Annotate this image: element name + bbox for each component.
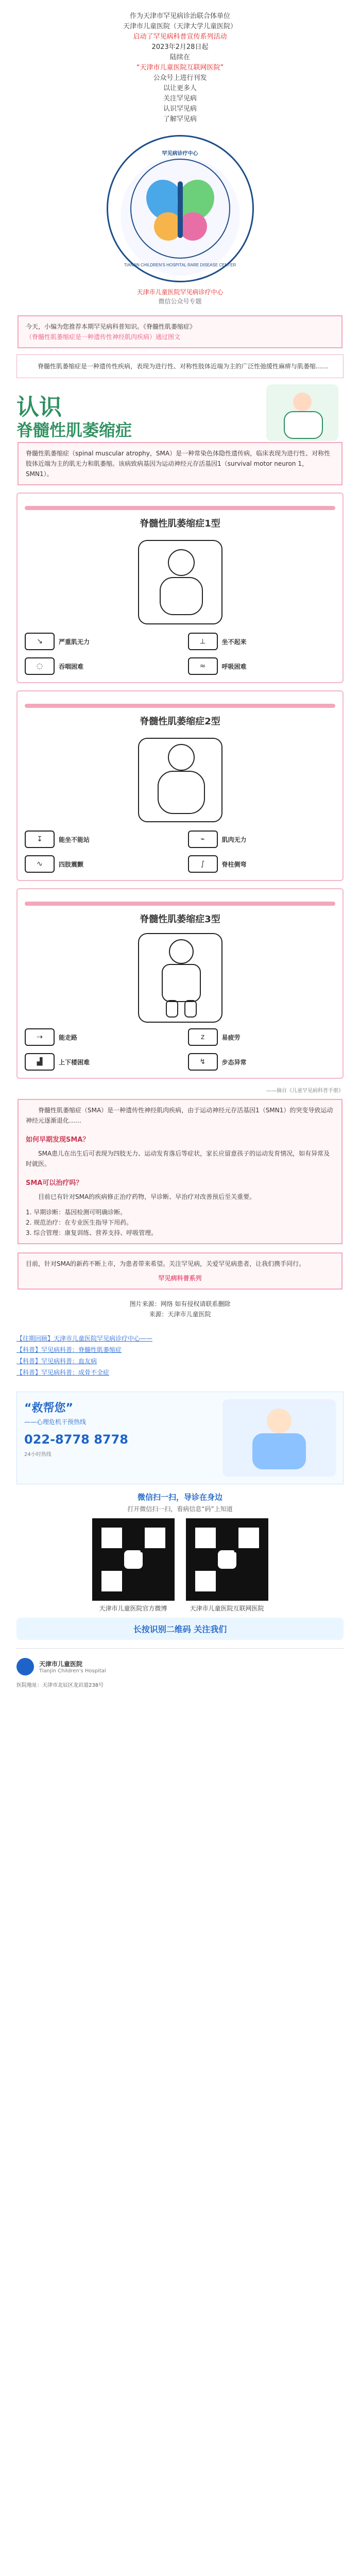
article-subtitle: 如何早期发现SMA？ — [26, 1136, 90, 1144]
header-line: 启动了罕见病科普宣传系列活动 — [133, 33, 227, 41]
logo-bottom-text: TIANJIN CHILDREN'S HOSPITAL RARE DISEASE CENTER — [124, 263, 236, 267]
hospital-brand — [16, 1658, 344, 1675]
symptom-label: 严重肌无力 — [59, 638, 90, 646]
closing-text: 目前，针对SMA的新药不断上市，为患者带来希望。关注罕见病，关爱罕见病患者，让我们携手同行。 — [26, 1260, 305, 1267]
closing-box — [18, 1252, 342, 1290]
symptom-grid — [25, 831, 335, 873]
child-leg — [166, 1000, 178, 1018]
footer-line-2: 来源：天津市儿童医院 — [149, 1311, 211, 1318]
related-links — [16, 1333, 344, 1378]
symptom-grid — [25, 633, 335, 675]
sma-type-card — [16, 493, 344, 683]
promo-illustration — [222, 1399, 336, 1477]
sit-not-stand-icon: ↧ — [25, 831, 55, 848]
sma-banner-title — [16, 388, 132, 441]
sma-type-card — [16, 888, 344, 1079]
follow-line-1: 微信扫一扫，导诊在身边 — [137, 1493, 222, 1502]
symptom-item — [25, 855, 173, 873]
qr-block — [92, 1518, 175, 1613]
promo-phone[interactable]: 022-8778 8778 — [24, 1432, 129, 1447]
child-body — [162, 964, 201, 1002]
symptom-label: 呼吸困难 — [221, 663, 247, 670]
bullet: 2. 规范治疗：在专业医生指导下用药。 — [26, 1219, 133, 1226]
baby-head — [168, 549, 195, 576]
header-line: 作为天津市罕见病诊治联合体单位 — [129, 12, 230, 20]
logo-caption-2: 微信公众号专题 — [158, 298, 202, 305]
person-body — [252, 1433, 306, 1469]
muscle-icon: ⌁ — [188, 831, 218, 848]
intro-box — [18, 315, 342, 348]
symptom-item — [25, 1028, 173, 1046]
symptom-item — [25, 633, 173, 650]
article-subtitle: SMA可以治疗吗？ — [26, 1179, 83, 1187]
bullet: 3. 综合管理：康复训练、营养支持、呼吸管理。 — [26, 1229, 158, 1236]
doctor-head — [293, 393, 312, 411]
symptom-label: 能坐不能站 — [59, 836, 90, 843]
symptom-label: 肌肉无力 — [221, 836, 247, 843]
related-link[interactable]: 【往期回顾】天津市儿童医院罕见病诊疗中心—— — [16, 1335, 153, 1342]
footer-line-1: 图片来源：网络 如有侵权请联系删除 — [129, 1300, 231, 1308]
card-top-bar — [25, 506, 335, 510]
symptom-item — [188, 1028, 336, 1046]
person-head — [267, 1409, 292, 1433]
child-leg — [184, 1000, 197, 1018]
sma-description-text: 脊髓性肌萎缩症（spinal muscular atrophy，SMA）是一种常染色体隐性遗传病，临床表现为进行性、对称性肢体近端为主的肌无力和肌萎缩。该病致病基因为运动神经元存活基因1（survival motor neuron 1，SMN1）。 — [26, 450, 331, 478]
sma-banner-title-2: 脊髓性肌萎缩症 — [16, 420, 132, 440]
card-top-bar — [25, 704, 335, 708]
child-icon — [138, 933, 222, 1023]
sma-type-title: 脊髓性肌萎缩症2型 — [140, 716, 220, 727]
breathing-icon: ≈ — [188, 657, 218, 675]
closing-end: 罕见病科普系列 — [158, 1275, 202, 1282]
rare-disease-logo — [0, 135, 360, 282]
header-line: 天津市儿童医院（天津大学儿童医院） — [123, 23, 237, 30]
hospital-brand-text — [39, 1659, 106, 1674]
follow-line-2: 打开微信扫一扫，看病信息“码”上知道 — [127, 1505, 233, 1513]
symptom-label: 四肢震颤 — [59, 860, 84, 868]
header-line: 公众号上进行刊发 — [153, 74, 207, 82]
symptom-item — [188, 657, 336, 675]
swallow-icon: ◌ — [25, 657, 55, 675]
hotline-promo — [16, 1392, 344, 1484]
related-link[interactable]: 【科普】罕见病科普：成骨不全症 — [16, 1369, 110, 1376]
baby-body — [158, 771, 205, 814]
intro-text-1: 今天，小编为您推荐本期罕见病科普知识。《脊髓性肌萎缩症》 — [26, 323, 196, 330]
tremor-icon: ∿ — [25, 855, 55, 873]
promo-title: “救帮您” — [24, 1402, 73, 1415]
qr-code[interactable] — [186, 1518, 268, 1601]
qr-caption: 天津市儿童医院互联网医院 — [190, 1605, 264, 1612]
header-line: 认识罕见病 — [163, 105, 197, 113]
symptom-label: 步态异常 — [221, 1058, 247, 1066]
promo-desc: 24小时热线 — [24, 1452, 52, 1458]
article-bullets — [26, 1207, 334, 1238]
child-head — [169, 939, 194, 964]
promo-left — [24, 1399, 215, 1477]
header-line: 以让更多人 — [163, 84, 197, 92]
baby-icon — [138, 738, 222, 822]
cannot-sit-icon: ⟂ — [188, 633, 218, 650]
logo-circle — [107, 135, 254, 282]
symptom-label: 上下楼困难 — [59, 1058, 90, 1066]
doctor-illustration — [266, 384, 338, 441]
footer-text — [0, 1299, 360, 1319]
symptom-grid — [25, 1028, 335, 1071]
promo-sub: ——心理危机干预热线 — [24, 1418, 87, 1426]
frame-paragraph — [16, 354, 344, 378]
child-illustration — [25, 931, 335, 1024]
symptom-item — [188, 1053, 336, 1071]
hospital-logo-icon — [16, 1658, 34, 1675]
qr-row — [0, 1518, 360, 1613]
baby-icon — [138, 540, 222, 624]
hospital-name: 天津市儿童医院 — [39, 1660, 83, 1668]
walk-icon: ⇢ — [25, 1028, 55, 1046]
qr-caption: 天津市儿童医院官方微博 — [99, 1605, 167, 1612]
hospital-note: 医院地址：天津市北辰区龙岩道238号 — [16, 1683, 104, 1688]
header-line: 陆续在 — [169, 54, 190, 61]
baby-illustration — [25, 536, 335, 629]
sma-type-title: 脊髓性肌萎缩症1型 — [140, 518, 220, 529]
doctor-body — [284, 411, 323, 439]
follow-block — [0, 1492, 360, 1513]
symptom-item — [25, 1053, 173, 1071]
logo-caption — [0, 287, 360, 306]
symptom-item — [188, 831, 336, 848]
gait-icon: ↯ — [188, 1053, 218, 1071]
baby-illustration — [25, 734, 335, 826]
footer — [16, 1648, 344, 1698]
qr-code[interactable] — [92, 1518, 175, 1601]
source-note: ——摘自《儿童罕见病科普手册》 — [266, 1088, 344, 1094]
card-top-bar — [25, 902, 335, 906]
sma-description — [18, 442, 342, 485]
qr-block — [186, 1518, 268, 1613]
symptom-item — [25, 657, 173, 675]
share-banner: 长按识别二维码 关注我们 — [16, 1618, 344, 1640]
header — [0, 0, 360, 125]
sma-banner-title-1: 认识 — [16, 394, 62, 420]
butterfly-icon — [142, 170, 219, 247]
related-link[interactable]: 【科普】罕见病科普：脊髓性肌萎缩症 — [16, 1346, 122, 1353]
article-p2: SMA患儿在出生后可表现为四肢无力、运动发育落后等症状，家长应留意孩子的运动发育情况，如有异常及时就医。 — [26, 1150, 330, 1167]
baby-body — [160, 577, 203, 615]
symptom-item — [188, 855, 336, 873]
symptom-label: 脊柱侧弯 — [221, 860, 247, 868]
symptom-label: 吞咽困难 — [59, 663, 84, 670]
bullet: 1. 早期诊断：基因检测可明确诊断。 — [26, 1209, 127, 1216]
logo-inner — [130, 159, 230, 259]
scoliosis-icon: ∫ — [188, 855, 218, 873]
header-line: 关注罕见病 — [163, 95, 197, 103]
fatigue-icon: z — [188, 1028, 218, 1046]
frame-paragraph-text: 脊髓性肌萎缩症是一种遗传性疾病，表现为进行性、对称性肢体近端为主的广泛性弛缓性麻痹与肌萎缩…… — [38, 363, 329, 370]
sma-type-title: 脊髓性肌萎缩症3型 — [140, 914, 220, 925]
header-line: “天津市儿童医院互联网医院” — [136, 64, 224, 72]
intro-text-2: （脊髓性肌萎缩症是一种遗传性神经肌肉疾病）通过图文 — [26, 333, 181, 341]
symptom-label: 能走路 — [59, 1033, 78, 1041]
related-link[interactable]: 【科普】罕见病科普：血友病 — [16, 1358, 97, 1365]
header-line: 了解罕见病 — [163, 115, 197, 123]
symptom-item — [188, 633, 336, 650]
butterfly-body — [178, 181, 183, 238]
article-p1: 脊髓性肌萎缩症（SMA）是一种遗传性神经肌肉疾病，由于运动神经元存活基因1（SMN1）的突变导致运动神经元逐渐退化…… — [26, 1107, 333, 1124]
weak-muscle-icon: ↘ — [25, 633, 55, 650]
logo-top-text: 罕见病诊疗中心 — [162, 151, 198, 157]
header-line: 2023年2月28日起 — [151, 43, 209, 51]
baby-head — [168, 744, 195, 771]
sma-type-card — [16, 690, 344, 881]
sma-banner — [16, 384, 344, 440]
article-p3: 目前已有针对SMA的疾病修正治疗药物，早诊断、早治疗对改善预后至关重要。 — [38, 1193, 256, 1200]
symptom-label: 易疲劳 — [221, 1033, 241, 1041]
symptom-item — [25, 831, 173, 848]
symptom-label: 坐不起来 — [221, 638, 247, 646]
article-box — [18, 1099, 342, 1244]
stairs-icon: ▟ — [25, 1053, 55, 1071]
hospital-en: Tianjin Children's Hospital — [39, 1668, 106, 1674]
logo-caption-1: 天津市儿童医院罕见病诊疗中心 — [136, 289, 224, 296]
